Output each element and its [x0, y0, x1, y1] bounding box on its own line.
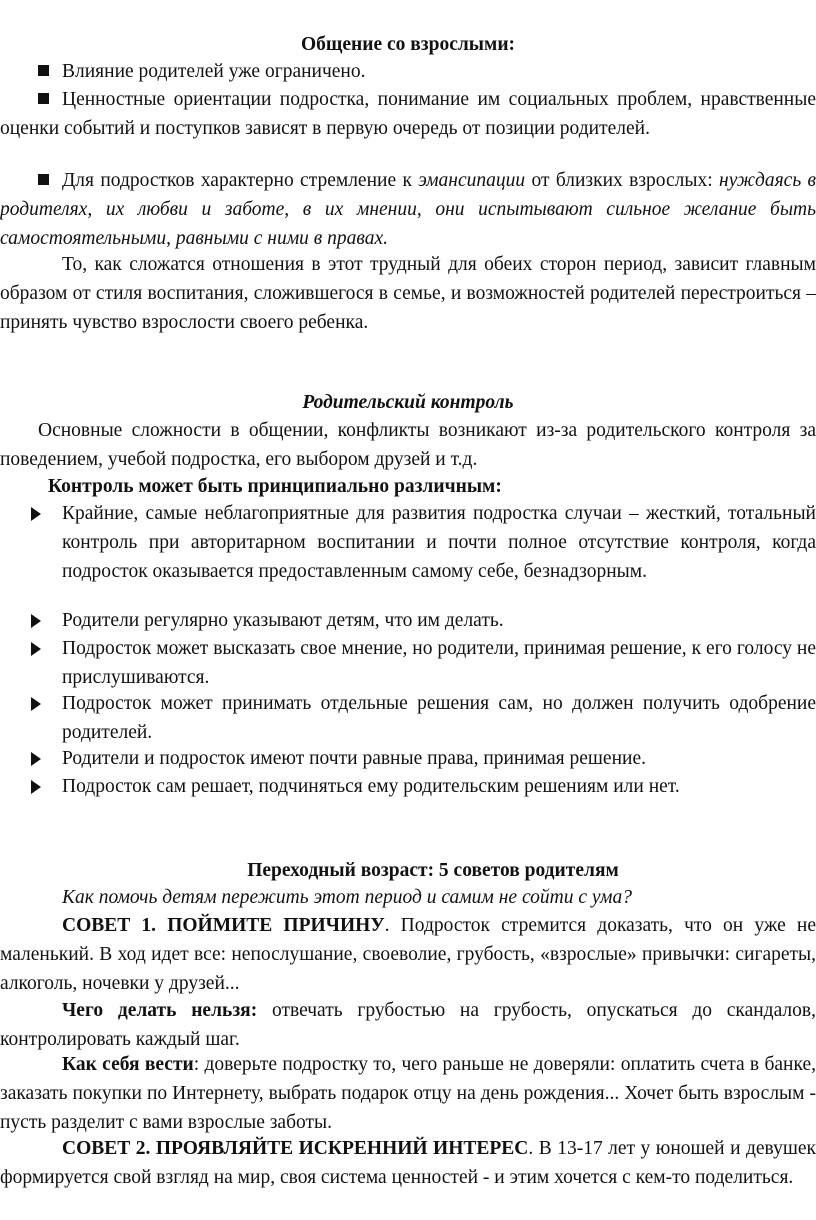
- list-item: Крайние, самые неблагоприятные для развития подростка случаи – жесткий, тотальный контроль при авторитарном воспитании и почти полное отсутствие контроля, когда подросток оказывается предоставленным самому себе, безнадзорным.: [62, 503, 816, 582]
- bullet-text: от близких взрослых:: [525, 170, 720, 191]
- list-item: Родители регулярно указывают детям, что им делать.: [62, 610, 504, 631]
- triangle-bullet-icon: [31, 697, 41, 711]
- paragraph: Основные сложности в общении, конфликты возникают из-за родительского контроля за поведением, учебой подростка, его выбором друзей и т.д.: [0, 420, 816, 470]
- list-item: [38, 57, 816, 86]
- triangle-bullet-icon: [31, 642, 41, 656]
- square-bullet-icon: [38, 65, 49, 76]
- dont-text: отвечать грубостью на грубость, опускаться до скандалов, контролировать каждый шаг.: [0, 1000, 816, 1050]
- tip-heading: СОВЕТ 1. ПОЙМИТЕ ПРИЧИНУ: [62, 915, 385, 936]
- list-item: [0, 166, 816, 253]
- how-heading: Как себя вести: [62, 1054, 194, 1075]
- square-bullet-icon: [38, 93, 49, 104]
- triangle-bullet-icon: [31, 780, 41, 794]
- tip-text: . Подросток стремится доказать, что он уже не маленький. В ход идет все: непослушание, своеволие, грубость, «взрослые» привычки: сигареты, алкоголь, ночевки у друзей...: [0, 915, 816, 994]
- paragraph: [0, 1050, 816, 1137]
- section-title-advice: Переходный возраст: 5 советов родителям: [247, 860, 619, 881]
- bullet-text: Влияние родителей уже ограничено.: [62, 61, 366, 82]
- list-item: Подросток может высказать свое мнение, но родители, принимая решение, к его голосу не прислушиваются.: [62, 638, 816, 688]
- triangle-bullet-icon: [31, 507, 41, 521]
- triangle-bullet-icon: [31, 752, 41, 766]
- section-title-communication: Общение со взрослыми:: [300, 34, 516, 55]
- bullet-italic-text: нуждаясь в родителях, их любви и заботе, в их мнении, они испытывают сильное желание быть самостоятельными, равными с ними в правах.: [0, 170, 816, 249]
- section-subtitle: Как помочь детям пережить этот период и самим не сойти с ума?: [62, 887, 632, 908]
- bullet-text: Для подростков характерно стремление к: [62, 170, 419, 191]
- how-text: : доверьте подростку то, чего раньше не доверяли: оплатить счета в банке, заказать покупки по Интернету, выбрать подарок отцу на день рождения... Хочет быть взрослым - пусть разделит с вами взрослые заботы.: [0, 1054, 816, 1133]
- list-item: [0, 85, 816, 143]
- dont-heading: Чего делать нельзя:: [62, 1000, 258, 1021]
- list-item: Родители и подросток имеют почти равные права, принимая решение.: [62, 748, 646, 769]
- tip-text: . В 13-17 лет у юношей и девушек формируется свой взгляд на мир, своя система ценностей - и этим хочется с кем-то поделиться.: [0, 1138, 816, 1188]
- bullet-text: Ценностные ориентации подростка, понимание им социальных проблем, нравственные оценки событий и поступков зависят в первую очередь от позиции родителей.: [0, 89, 816, 139]
- list-item: Подросток может принимать отдельные решения сам, но должен получить одобрение родителей.: [62, 693, 816, 743]
- triangle-bullet-icon: [31, 614, 41, 628]
- paragraph: [0, 996, 816, 1054]
- emphasis-term: эмансипации: [418, 170, 526, 191]
- paragraph: То, как сложатся отношения в этот трудный для обеих сторон период, зависит главным образом от стиля воспитания, сложившегося в семье, и возможностей родителей перестроиться – принять чувство взрослости своего ребенка.: [0, 254, 816, 333]
- paragraph: [0, 1134, 816, 1192]
- paragraph: [0, 911, 816, 998]
- list-item: Подросток сам решает, подчиняться ему родительским решениям или нет.: [62, 776, 680, 797]
- section-title-parental-control: Родительский контроль: [302, 392, 514, 413]
- tip-heading: СОВЕТ 2. ПРОЯВЛЯЙТЕ ИСКРЕННИЙ ИНТЕРЕС: [62, 1138, 529, 1159]
- square-bullet-icon: [38, 174, 49, 185]
- section-subtitle: Контроль может быть принципиально различным:: [48, 476, 502, 497]
